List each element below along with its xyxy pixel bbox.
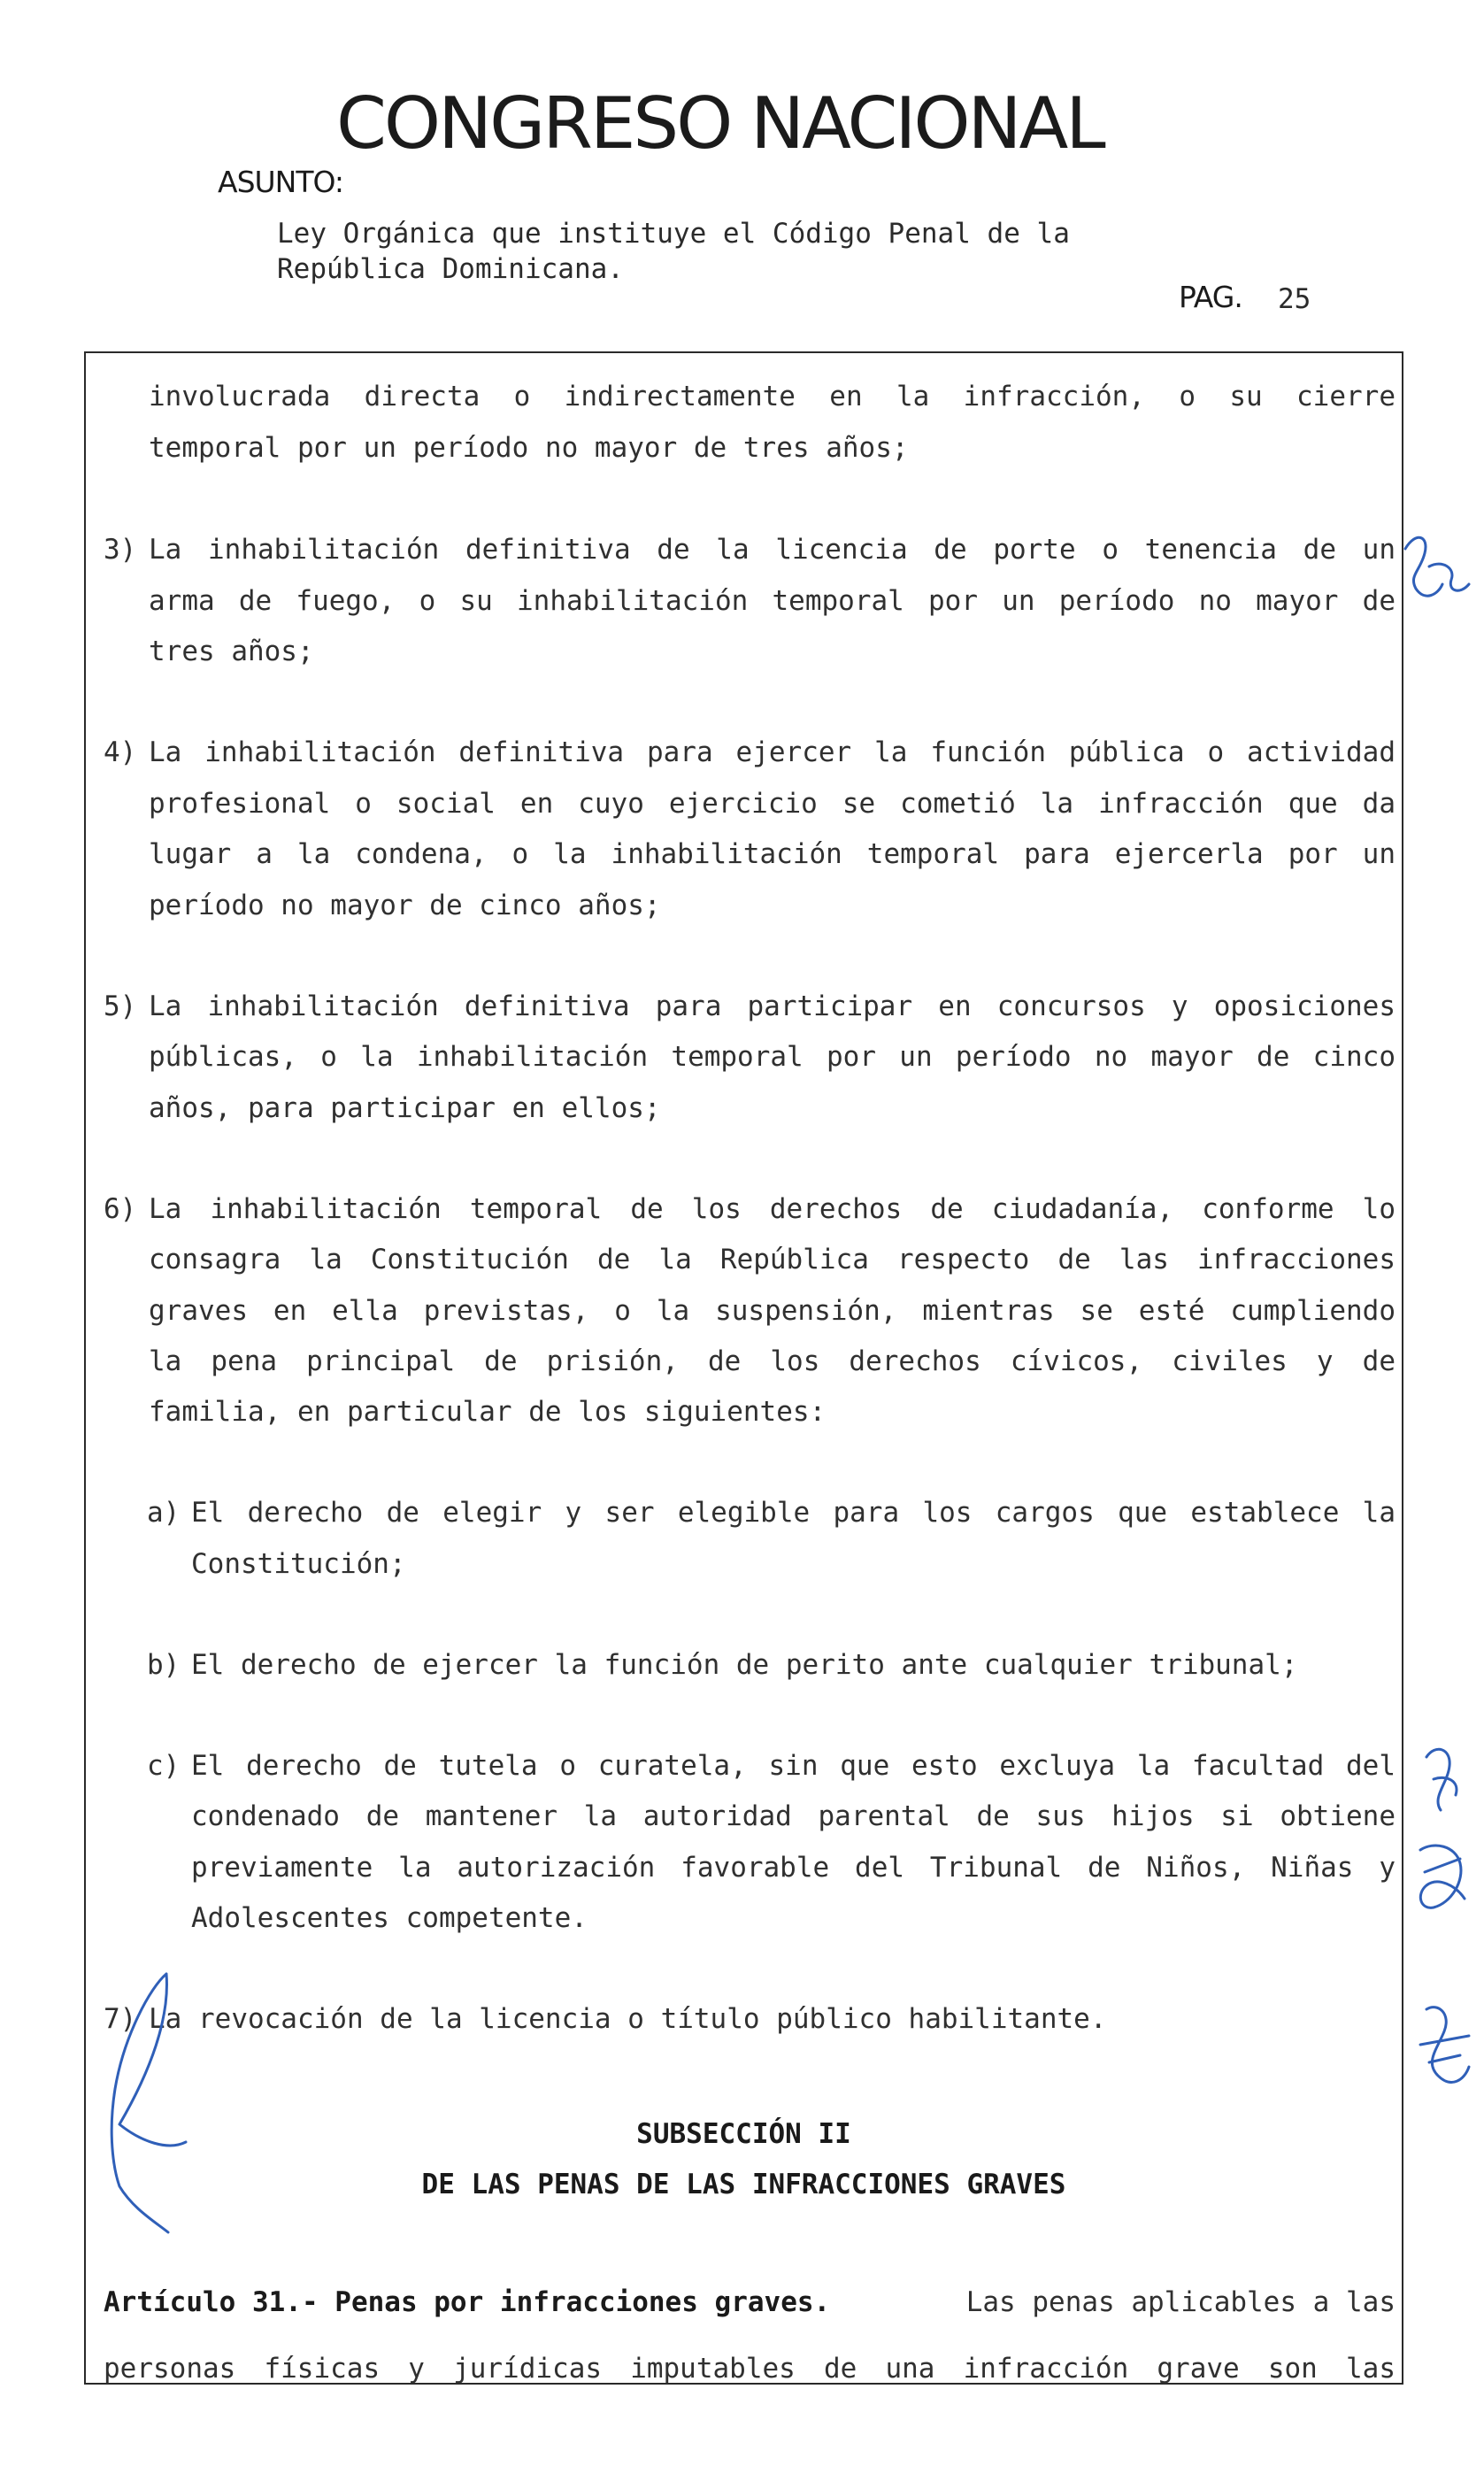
subitem-letter: a): [147, 1497, 181, 1529]
subsection-subtitle: DE LAS PENAS DE LAS INFRACCIONES GRAVES: [421, 2169, 1066, 2200]
item-line: años, para participar en ellos;: [149, 1092, 661, 1124]
item-line: La inhabilitación definitiva para ejercer la función pública o actividad: [149, 736, 1396, 768]
item-line: graves en ella previstas, o la suspensión, mientras se esté cumpliendo: [149, 1295, 1396, 1327]
subitem-letter: b): [147, 1649, 181, 1681]
article-heading: Artículo 31.- Penas por infracciones graves.: [104, 2286, 831, 2318]
item-line: La inhabilitación definitiva para participar en concursos y oposiciones: [149, 990, 1396, 1022]
item-line: públicas, o la inhabilitación temporal por un período no mayor de cinco: [149, 1041, 1396, 1073]
item-line: La revocación de la licencia o título público habilitante.: [149, 2003, 1107, 2035]
page-number: 25: [1278, 283, 1311, 315]
margin-initials-mark: [1405, 537, 1469, 596]
item-line: La inhabilitación temporal de los derechos de ciudadanía, conforme lo: [149, 1193, 1396, 1225]
item-number: 4): [104, 736, 137, 768]
item-number: 6): [104, 1193, 137, 1225]
item-number: 5): [104, 990, 137, 1022]
subject-line-2: República Dominicana.: [277, 253, 624, 285]
item-line: tres años;: [149, 636, 314, 667]
page-label: PAG.: [1179, 280, 1242, 314]
subitem-line: condenado de mantener la autoridad parental de sus hijos si obtiene: [191, 1800, 1396, 1832]
item-line: la pena principal de prisión, de los derechos cívicos, civiles y de: [149, 1345, 1396, 1377]
article-text: Las penas aplicables a las: [965, 2286, 1396, 2318]
margin-signature-mark: [1426, 1749, 1457, 1810]
subitem-line: El derecho de ejercer la función de perito ante cualquier tribunal;: [191, 1649, 1298, 1681]
subitem-line: Constitución;: [191, 1548, 406, 1580]
item-line: profesional o social en cuyo ejercicio se cometió la infracción que da: [149, 788, 1396, 820]
left-signature-mark: [111, 1974, 186, 2232]
asunto-label: ASUNTO:: [218, 165, 344, 199]
margin-signature-mark: [1420, 1846, 1465, 1907]
subitem-letter: c): [147, 1750, 181, 1782]
subitem-line: El derecho de elegir y ser elegible para los cargos que establece la: [191, 1497, 1396, 1529]
margin-signature-mark: [1420, 2007, 1469, 2083]
item-number: 7): [104, 2003, 137, 2035]
subject-line-1: Ley Orgánica que instituye el Código Penal de la: [277, 218, 1070, 250]
subitem-line: El derecho de tutela o curatela, sin que esto excluya la facultad del: [191, 1750, 1396, 1782]
subitem-line: Adolescentes competente.: [191, 1902, 588, 1934]
item-line: período no mayor de cinco años;: [149, 890, 661, 921]
item-line: familia, en particular de los siguientes:: [149, 1396, 827, 1428]
intro-line: involucrada directa o indirectamente en la infracción, o su cierre: [149, 381, 1396, 412]
item-number: 3): [104, 534, 137, 566]
item-line: lugar a la condena, o la inhabilitación temporal para ejercerla por un: [149, 838, 1396, 870]
article-line: personas físicas y jurídicas imputables de una infracción grave son las: [104, 2353, 1396, 2385]
item-line: arma de fuego, o su inhabilitación temporal por un período no mayor de: [149, 585, 1396, 617]
subsection-title: SUBSECCIÓN II: [636, 2118, 851, 2150]
item-line: consagra la Constitución de la República respecto de las infracciones: [149, 1244, 1396, 1275]
item-line: La inhabilitación definitiva de la licencia de porte o tenencia de un: [149, 534, 1396, 566]
institution-title: CONGRESO NACIONAL: [336, 82, 1103, 165]
intro-line: temporal por un período no mayor de tres años;: [149, 432, 909, 464]
subitem-line: previamente la autorización favorable del Tribunal de Niños, Niñas y: [191, 1852, 1396, 1884]
